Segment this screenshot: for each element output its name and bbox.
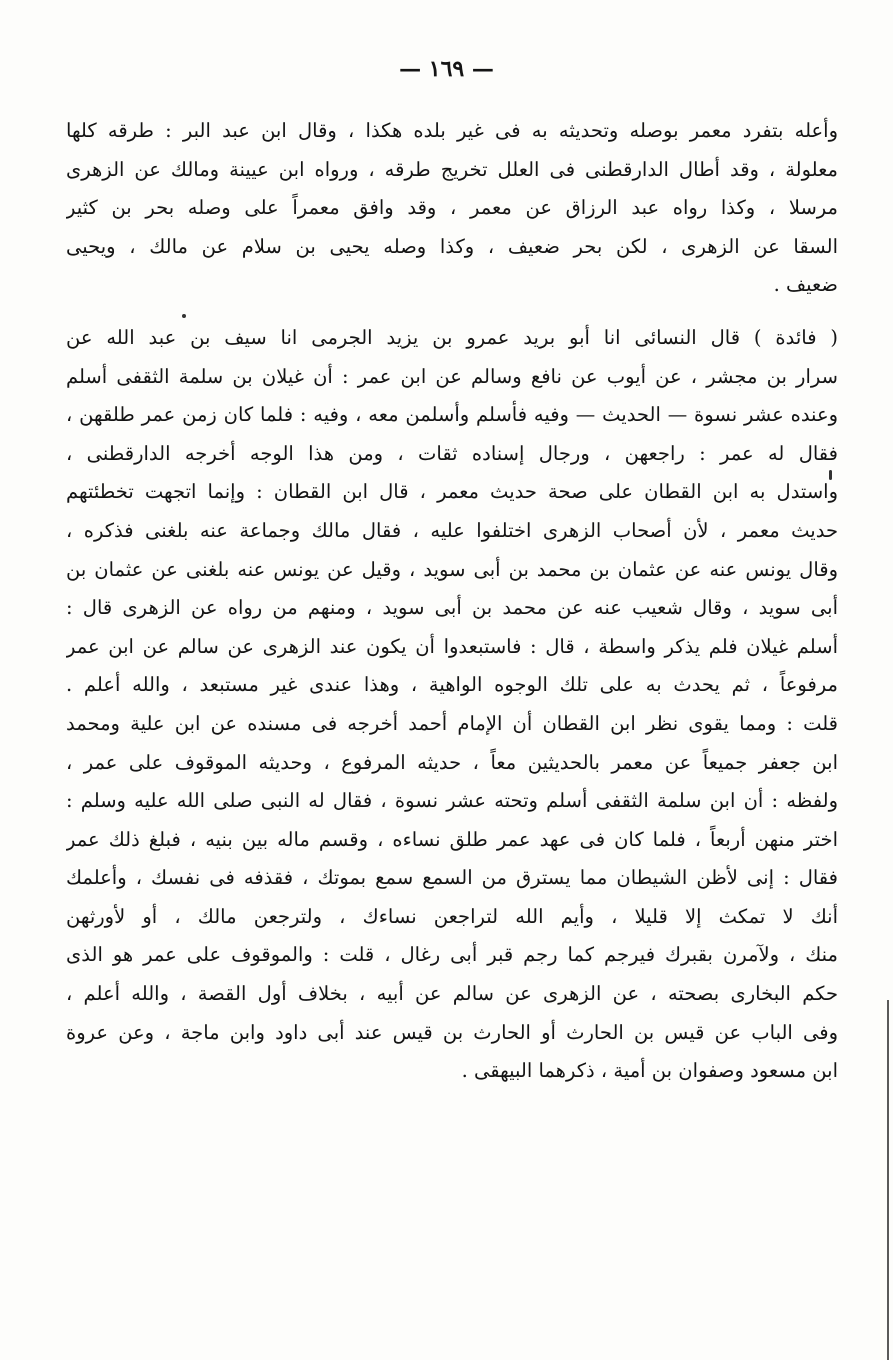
text-line: واستدل به ابن القطان على صحة حديث معمر ، قال ابن القطان : وإنما اتجهت تخطئتهم [66,480,838,504]
text-line: مرسلا ، وكذا رواه عبد الرزاق عن معمر ، وقد وافق معمراً على وصله بحر بن كثير [66,196,838,220]
text-line: ( فائدة ) قال النسائى انا أبو بريد عمرو بن يزيد الجرمى انا سيف بن عبد الله عن [66,325,838,349]
body-text [66,112,838,1091]
text-line: ضعيف . [773,273,838,297]
text-line: فقال له عمر : راجعهن ، ورجال إسناده ثقات ، ومن هذا الوجه أخرجه الدارقطنى ، [66,441,838,465]
text-line: حديث معمر ، لأن أصحاب الزهرى اختلفوا عليه ، فقال مالك وجماعة عنه بلغنى فذكره ، [66,518,838,542]
text-line: ولفظه : أن ابن سلمة الثقفى أسلم وتحته عشر نسوة ، فقال له النبى صلى الله عليه وسلم : [66,789,838,813]
binding-edge-rule [887,1000,889,1360]
text-line: معلولة ، وقد أطال الدارقطنى فى العلل تخريج طرقه ، ورواه ابن عيينة ومالك عن الزهرى [66,157,838,181]
text-line: اختر منهن أربعاً ، فلما كان فى عهد عمر طلق نساءه ، وقسم ماله بين بنيه ، فبلغ ذلك عمر [66,827,838,851]
text-line: ابن جعفر جميعاً عن معمر بالحديثين معاً ، حديثه المرفوع ، وحديثه الموقوف على عمر ، [66,750,838,774]
text-line: السقا عن الزهرى ، لكن بحر ضعيف ، وكذا وصله يحيى بن سلام عن مالك ، ويحيى [66,234,838,258]
text-line: وعنده عشر نسوة — الحديث — وفيه فأسلم وأسلمن معه ، وفيه : فلما كان زمن عمر طلقهن ، [66,403,838,427]
text-line: وقال يونس عنه عن عثمان بن محمد بن أبى سويد ، وقيل عن يونس عنه بلغنى عن عثمان بن [66,557,838,581]
text-line: منك ، ولآمرن بقبرك فيرجم كما رجم قبر أبى رغال ، قلت : والموقوف على عمر هو الذى [66,943,838,967]
text-line: مرفوعاً ، ثم يحدث به على تلك الوجوه الواهية ، وهذا عندى غير مستبعد ، والله أعلم . [66,673,838,697]
text-line: فقال : إنى لأظن الشيطان مما يسترق من السمع سمع بموتك ، فقذفه فى نفسك ، وأعلمك [66,866,838,890]
text-line: وأعله بتفرد معمر بوصله وتحديثه به فى غير بلده هكذا ، وقال ابن عبد البر : طرقه كلها [66,119,838,142]
text-line: وفى الباب عن قيس بن الحارث أو الحارث بن قيس عند أبى داود وابن ماجة ، وعن عروة [66,1020,838,1044]
text-line: أبى سويد ، وقال شعيب عنه عن محمد بن أبى سويد ، ومنهم من رواه عن الزهرى قال : [66,596,838,620]
text-line: ابن مسعود وصفوان بن أمية ، ذكرهما البيهقى . [461,1059,838,1083]
scan-speck [829,470,832,480]
text-line: سرار بن مجشر ، عن أيوب عن نافع وسالم عن ابن عمر : أن غيلان بن سلمة الثقفى أسلم [66,364,838,388]
text-line: أنك لا تمكث إلا قليلا ، وأيم الله لتراجعن نساءك ، ولترجعن مالك ، أو لأورثهن [66,904,838,928]
text-line: قلت : ومما يقوى نظر ابن القطان أن الإمام أحمد أخرجه فى مسنده عن ابن علية ومحمد [66,711,838,735]
scan-speck [182,314,186,318]
text-line: أسلم غيلان فلم يذكر واسطة ، قال : فاستبعدوا أن يكون عند الزهرى عن سالم عن ابن عمر [66,634,838,658]
page-number: — ١٦٩ — [399,56,494,82]
text-line: حكم البخارى بصحته ، عن الزهرى عن سالم عن أبيه ، بخلاف أول القصة ، والله أعلم ، [66,982,838,1006]
